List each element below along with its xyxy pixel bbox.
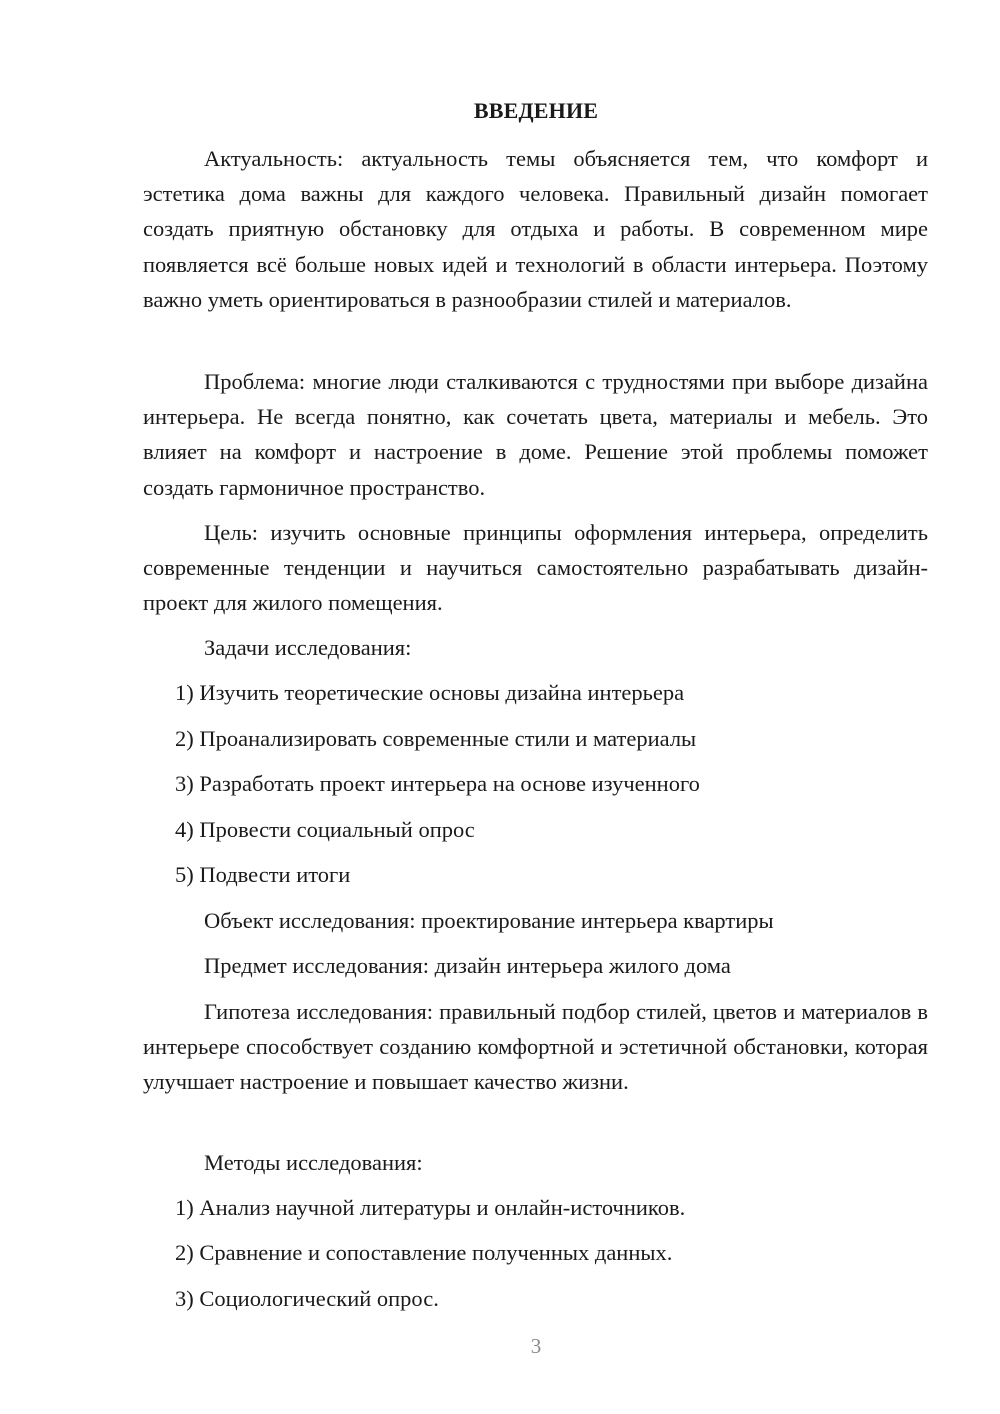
task-item: 4) Провести социальный опрос (175, 817, 475, 842)
task-item: 5) Подвести итоги (175, 862, 351, 887)
method-item: 3) Социологический опрос. (175, 1286, 439, 1311)
task-item: 3) Разработать проект интерьера на основе изученного (175, 771, 700, 796)
task-item: 2) Проанализировать современные стили и материалы (175, 726, 697, 751)
task-item: 1) Изучить теоретические основы дизайна интерьера (175, 680, 685, 705)
section-title: ВВЕДЕНИЕ (473, 98, 599, 123)
research-subject: Предмет исследования: дизайн интерьера жилого дома (204, 953, 731, 978)
methods-heading: Методы исследования: (204, 1150, 423, 1175)
hypothesis-paragraph: Гипотеза исследования: правильный подбор стилей, цветов и материалов в интерьере способствует созданию комфортной и эстетичной обстановки, которая улучшает настроение и повышает качество жизни. (143, 999, 928, 1095)
page-number: 3 (530, 1334, 542, 1358)
research-object: Объект исследования: проектирование интерьера квартиры (204, 908, 774, 933)
method-item: 2) Сравнение и сопоставление полученных данных. (175, 1240, 673, 1265)
tasks-heading: Задачи исследования: (204, 635, 412, 660)
method-item: 1) Анализ научной литературы и онлайн-источников. (175, 1195, 686, 1220)
relevance-paragraph: Актуальность: актуальность темы объясняется тем, что комфорт и эстетика дома важны для каждого человека. Правильный дизайн помогает создать приятную обстановку для отдыха и работы. В современном мире появляется всё больше новых идей и технологий в области интерьера. Поэтому важно уметь ориентироваться в разнообразии стилей и материалов. (143, 146, 928, 312)
problem-paragraph: Проблема: многие люди сталкиваются с трудностями при выборе дизайна интерьера. Не всегда понятно, как сочетать цвета, материалы и мебель. Это влияет на комфорт и настроение в доме. Решение этой проблемы поможет создать гармоничное пространство. (143, 369, 928, 500)
goal-paragraph: Цель: изучить основные принципы оформления интерьера, определить современные тенденции и научиться самостоятельно разрабатывать дизайн-проект для жилого помещения. (143, 520, 928, 616)
